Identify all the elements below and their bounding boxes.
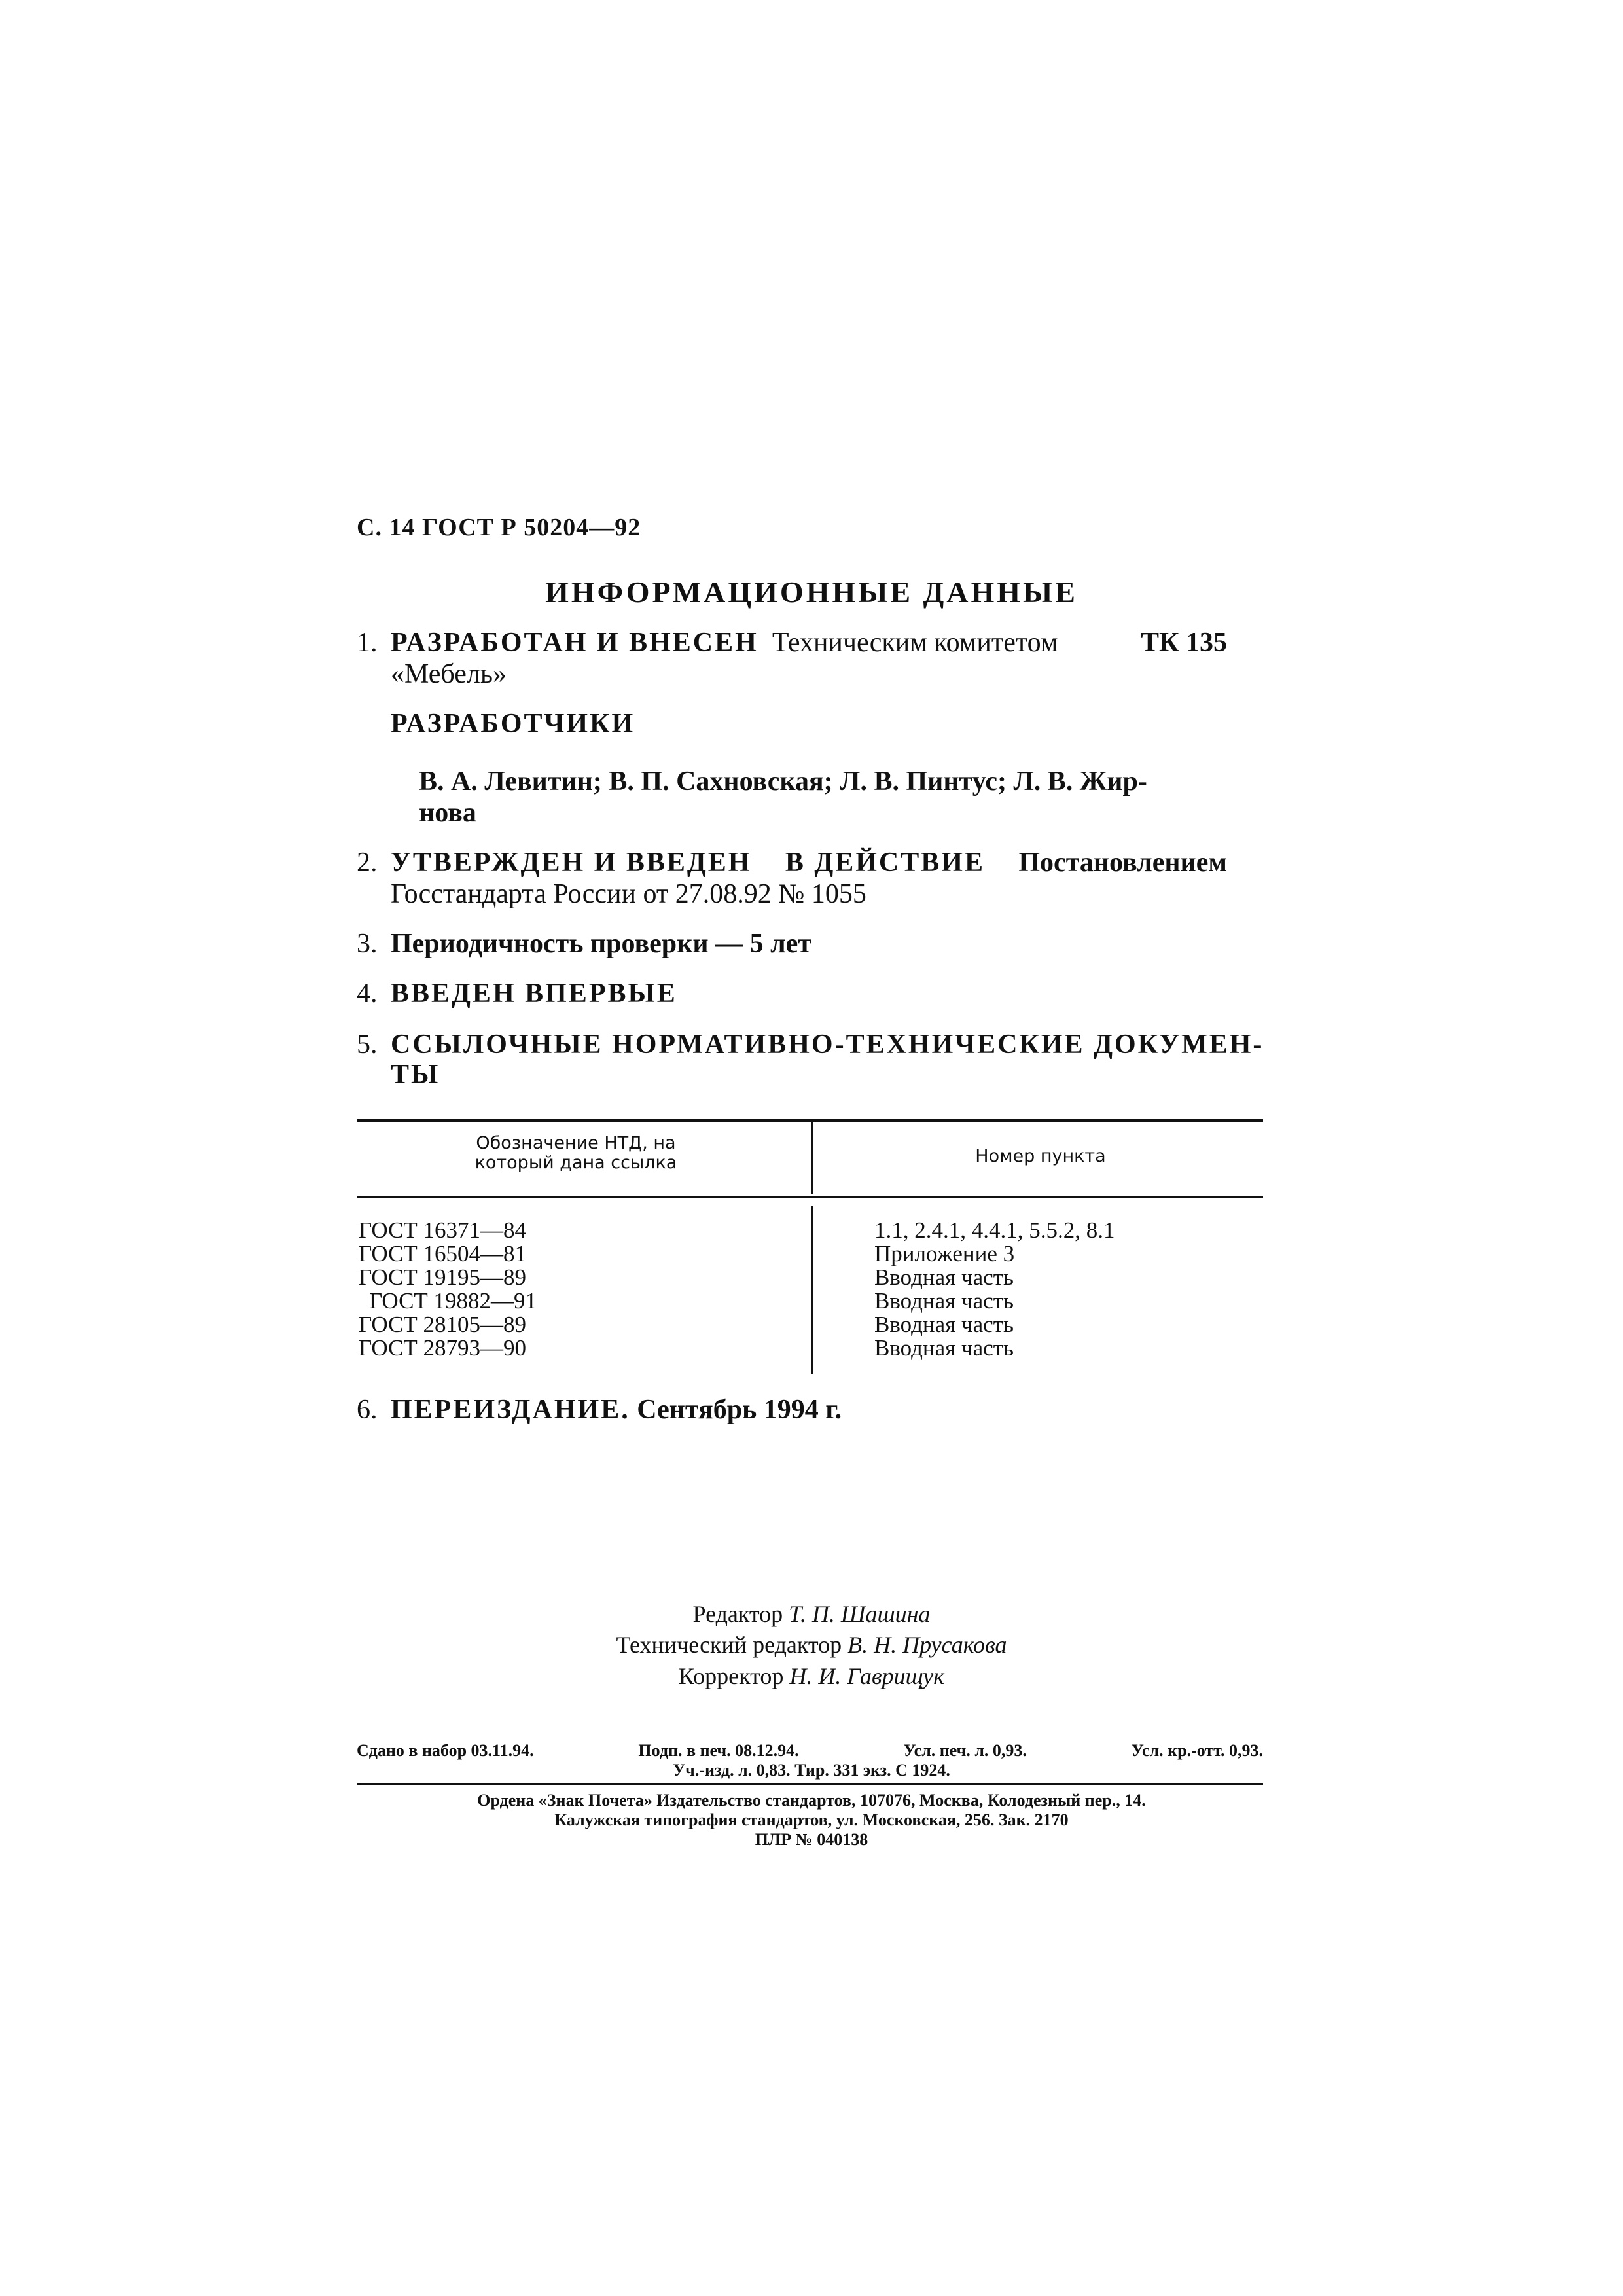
table-col2	[874, 1219, 1115, 1360]
table-cell-point: Вводная часть	[874, 1265, 1014, 1290]
table-col1-header	[406, 1134, 746, 1173]
item-1-line2: «Мебель»	[391, 659, 507, 689]
table-cell-doc: ГОСТ 16504—81	[359, 1241, 527, 1266]
table-cell-doc: ГОСТ 28793—90	[359, 1335, 527, 1361]
developers-line2: нова	[419, 798, 476, 828]
table-cell-doc: ГОСТ 19195—89	[359, 1265, 527, 1290]
publisher-line1: Ордена «Знак Почета» Издательство стандартов, 107076, Москва, Колодезный пер., 14.	[477, 1791, 1146, 1810]
imprint-line2: Уч.-изд. л. 0,83. Тир. 331 экз. С 1924.	[673, 1761, 950, 1780]
imprint-sign-date: Подп. в печ. 08.12.94.	[638, 1741, 799, 1760]
table-cell-doc: ГОСТ 19882—91	[369, 1288, 537, 1314]
item-number: 2.	[357, 848, 378, 878]
credit-name: Т. П. Шашина	[789, 1601, 931, 1627]
item-number: 1.	[357, 628, 378, 658]
item-2-line2: Госстандарта России от 27.08.92 № 1055	[391, 879, 866, 909]
item-number: 6.	[357, 1395, 378, 1425]
item-5	[357, 1029, 1264, 1060]
table-cell-point: Вводная часть	[874, 1312, 1014, 1337]
table-header-rule	[357, 1196, 1263, 1198]
item-5-line2: ТЫ	[391, 1060, 440, 1090]
credit-tech-editor	[0, 1631, 1623, 1659]
credit-name: Н. И. Гаврищук	[789, 1663, 945, 1689]
imprint-print-sheets: Усл. печ. л. 0,93.	[903, 1741, 1027, 1760]
item-6-text: Сентябрь 1994 г.	[637, 1395, 842, 1425]
table-cell-point: Приложение 3	[874, 1241, 1015, 1266]
table-col2-header: Номер пункта	[975, 1146, 1106, 1166]
item-6	[357, 1394, 842, 1426]
table-divider	[812, 1206, 813, 1374]
item-1-bold: РАЗРАБОТАН И ВНЕСЕН	[391, 628, 758, 658]
table-cell-point: 1.1, 2.4.1, 4.4.1, 5.5.2, 8.1	[874, 1217, 1115, 1243]
item-3-text: Периодичность проверки — 5 лет	[391, 929, 812, 959]
item-number: 3.	[357, 929, 378, 959]
imprint-set-date: Сдано в набор 03.11.94.	[357, 1741, 534, 1760]
item-4-bold: ВВЕДЕН ВПЕРВЫЕ	[391, 978, 677, 1009]
imprint-color-sheets: Усл. кр.-отт. 0,93.	[1131, 1741, 1263, 1760]
item-2-bold: УТВЕРЖДЕН И ВВЕДЕН	[391, 848, 752, 878]
credit-name: В. Н. Прусакова	[847, 1632, 1007, 1658]
item-number: 4.	[357, 978, 378, 1009]
item-3	[357, 928, 812, 960]
table-divider	[812, 1122, 813, 1194]
item-2	[357, 847, 1227, 878]
imprint-rule	[357, 1783, 1263, 1785]
col1-header-line2: который дана ссылка	[474, 1153, 677, 1173]
developers-heading: РАЗРАБОТЧИКИ	[391, 709, 635, 739]
table-cell-doc: ГОСТ 16371—84	[359, 1217, 527, 1243]
item-1-tail: ТК 135	[1141, 628, 1227, 658]
page-header: С. 14 ГОСТ Р 50204—92	[357, 514, 641, 541]
credit-role: Технический редактор	[616, 1632, 842, 1658]
item-2-bold2: В ДЕЙСТВИЕ	[785, 848, 985, 878]
credit-editor	[0, 1600, 1623, 1628]
item-number: 5.	[357, 1030, 378, 1060]
table-cell-point: Вводная часть	[874, 1335, 1014, 1361]
col1-header-line1: Обозначение НТД, на	[476, 1133, 676, 1153]
table-cell-point: Вводная часть	[874, 1288, 1014, 1314]
publisher-line2: Калужская типография стандартов, ул. Московская, 256. Зак. 2170	[554, 1810, 1069, 1829]
table-cell-doc: ГОСТ 28105—89	[359, 1312, 527, 1337]
item-5-bold: ССЫЛОЧНЫЕ НОРМАТИВНО-ТЕХНИЧЕСКИЕ ДОКУМЕН-	[391, 1030, 1264, 1060]
credit-role: Редактор	[692, 1601, 783, 1627]
item-4	[357, 978, 677, 1009]
credit-corrector	[0, 1662, 1623, 1690]
item-1	[357, 627, 1227, 658]
credit-role: Корректор	[678, 1663, 784, 1689]
table-col1	[359, 1219, 537, 1360]
table-top-rule	[357, 1119, 1263, 1122]
imprint-line1	[357, 1741, 1263, 1761]
developers-line1: В. А. Левитин; В. П. Сахновская; Л. В. Пинтус; Л. В. Жир-	[419, 766, 1147, 797]
item-6-bold: ПЕРЕИЗДАНИЕ.	[391, 1395, 630, 1425]
document-title: ИНФОРМАЦИОННЫЕ ДАННЫЕ	[545, 575, 1078, 609]
publisher-line3: ПЛР № 040138	[755, 1830, 868, 1849]
item-1-text: Техническим комитетом	[772, 628, 1058, 658]
item-2-text: Постановлением	[1018, 848, 1227, 878]
